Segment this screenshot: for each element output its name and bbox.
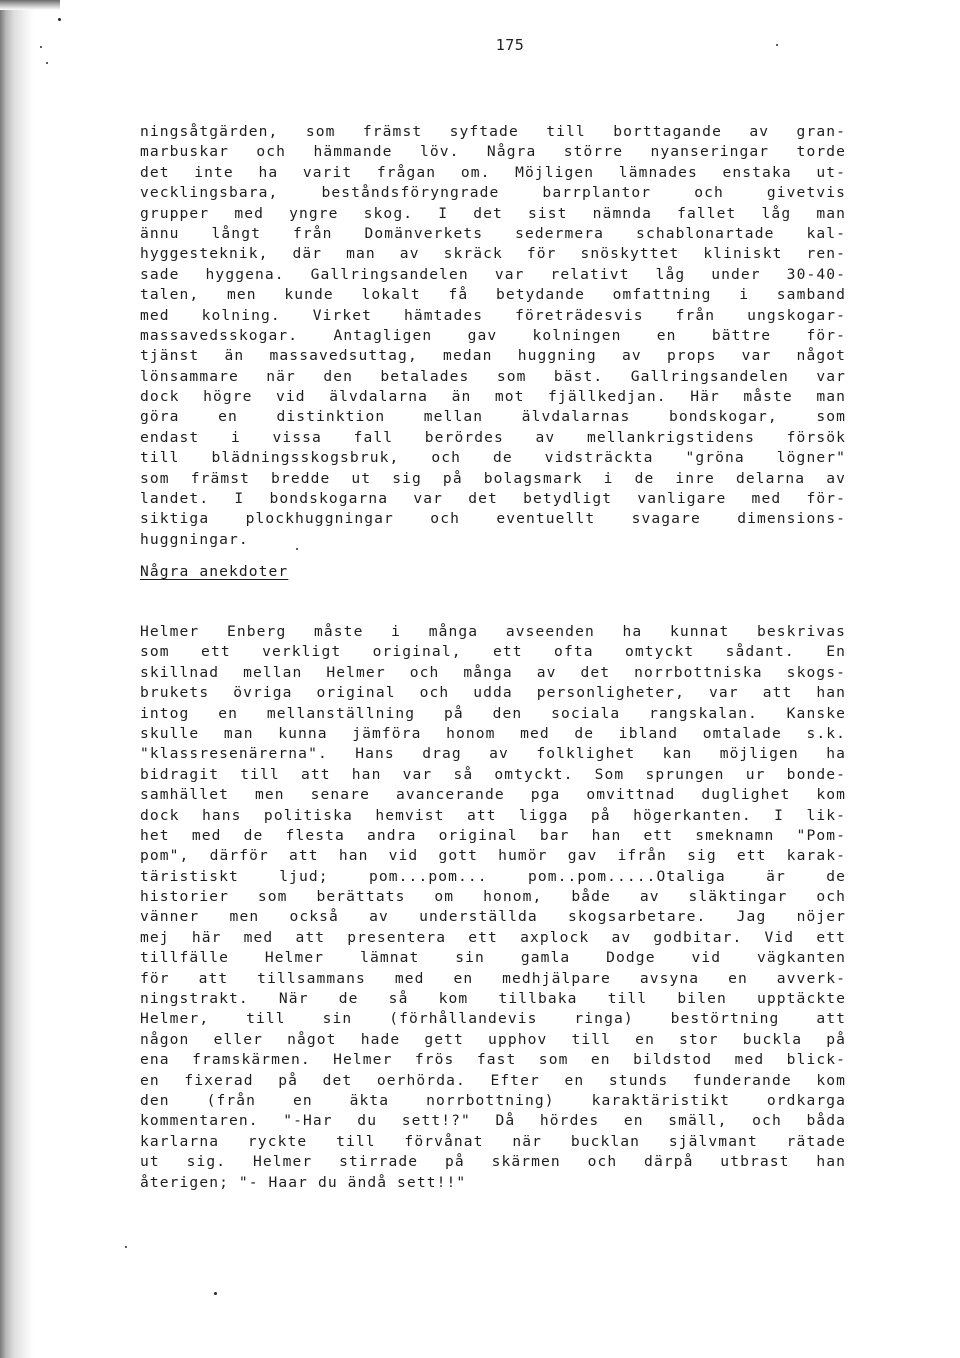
text-line: intog en mellanställning på den sociala rangskalan. Kanske	[140, 704, 846, 722]
text-line: mej här med att presentera ett axplock av godbitar. Vid ett	[140, 928, 846, 946]
text-line: massavedsskogar. Antagligen gav kolningen en bättre för-	[140, 326, 846, 344]
text-line: som främst bredde ut sig på bolagsmark i de inre delarna av	[140, 469, 846, 487]
text-line: marbuskar och hämmande löv. Några större nyanseringar torde	[140, 143, 846, 161]
text-line: talen, men kunde lokalt få betydande omfattning i samband	[140, 286, 846, 304]
text-line: täristiskt ljud; pom...pom... pom..pom.....Otaliga är de	[140, 867, 846, 885]
text-line: ningstrakt. När de så kom tillbaka till bilen upptäckte	[140, 990, 846, 1008]
text-line: brukets övriga original och udda personligheter, var att han	[140, 684, 846, 702]
text-line: grupper med yngre skog. I det sist nämnda fallet låg man	[140, 204, 846, 222]
text-line: kommentaren. "-Har du sett!?" Då hördes en smäll, och båda	[140, 1112, 846, 1130]
text-line: siktiga plockhuggningar och eventuellt svagare dimensions-	[140, 510, 846, 528]
scan-speck	[46, 62, 48, 64]
scan-speck	[58, 18, 61, 21]
text-line: den (från en äkta norrbottning) karaktäristikt ordkarga	[140, 1091, 846, 1109]
body-paragraph-2	[140, 622, 846, 1193]
text-line: tillfälle Helmer lämnat sin gamla Dodge vid vägkanten	[140, 949, 846, 967]
body-paragraph-1	[140, 122, 846, 550]
text-line: Helmer, till sin (förhållandevis ringa) bestörtning att	[140, 1010, 846, 1028]
text-line: ut sig. Helmer stirrade på skärmen och därpå utbrast han	[140, 1153, 846, 1171]
text-line: för att tillsammans med en medhjälpare avsyna en avverk-	[140, 969, 846, 987]
scan-binding-shadow	[0, 0, 34, 1358]
scan-corner-shadow	[0, 0, 60, 10]
text-line: lönsammare när den betalades som bäst. Gallringsandelen var	[140, 367, 846, 385]
text-line: som ett verkligt original, ett ofta omtyckt sådant. En	[140, 643, 846, 661]
text-line: landet. I bondskogarna var det betydligt vanligare med för-	[140, 490, 846, 508]
text-line: historier som berättats om honom, både av släktingar och	[140, 888, 846, 906]
section-heading: Några anekdoter	[140, 563, 289, 580]
text-line: göra en distinktion mellan älvdalarnas bondskogar, som	[140, 408, 846, 426]
text-line: skulle man kunna jämföra honom med de ibland omtalade s.k.	[140, 724, 846, 742]
text-line: dock hans politiska hemvist att ligga på högerkanten. I lik-	[140, 806, 846, 824]
text-line: Helmer Enberg måste i många avseenden ha kunnat beskrivas	[140, 623, 846, 640]
page-number: 175	[495, 36, 525, 54]
text-line: återigen; "- Haar du ändå sett!!"	[140, 1173, 467, 1191]
text-line: bidragit till att han var så omtyckt. Som sprungen ur bonde-	[140, 765, 846, 783]
text-line: vecklingsbara, beståndsföryngrade barrplantor och givetvis	[140, 184, 846, 202]
text-line: "klassresenärerna". Hans drag av folklighet kan möjligen ha	[140, 745, 846, 763]
text-line: ena framskärmen. Helmer frös fast som en bildstod med blick-	[140, 1051, 846, 1069]
text-line: huggningar.	[140, 530, 249, 548]
scan-speck	[214, 1292, 217, 1295]
text-line: hyggesteknik, där man av skräck för snöskyttet kliniskt ren-	[140, 245, 846, 263]
text-line: ningsåtgärden, som främst syftade till borttagande av gran-	[140, 123, 846, 140]
text-line: samhället men senare avancerande pga omvittnad duglighet kom	[140, 786, 846, 804]
text-line: till blädningsskogsbruk, och de vidsträckta "gröna lögner"	[140, 449, 846, 467]
text-line: med kolning. Virket hämtades företrädesvis från ungskogar-	[140, 306, 846, 324]
text-line: ännu långt från Domänverkets sedermera schablonartade kal-	[140, 224, 846, 242]
text-line: pom", därför att han vid gott humör gav ifrån sig ett karak-	[140, 847, 846, 865]
text-line: tjänst än massavedsuttag, medan huggning av props var något	[140, 347, 846, 365]
text-line: någon eller något hade gett upphov till en stor buckla på	[140, 1030, 846, 1048]
text-line: vänner men också av underställda skogsarbetare. Jag nöjer	[140, 908, 846, 926]
text-line: karlarna ryckte till förvånat när bucklan självmant rätade	[140, 1132, 846, 1150]
scan-speck	[125, 1246, 127, 1248]
text-line: sade hyggena. Gallringsandelen var relativt låg under 30-40-	[140, 265, 846, 283]
text-line: en fixerad på det oerhörda. Efter en stunds funderande kom	[140, 1071, 846, 1089]
text-line: het med de flesta andra original bar han ett smeknamn "Pom-	[140, 826, 846, 844]
text-line: endast i vissa fall berördes av mellankrigstidens försök	[140, 428, 846, 446]
text-line: det inte ha varit frågan om. Möjligen lämnades enstaka ut-	[140, 163, 846, 181]
text-line: skillnad mellan Helmer och många av det norrbottniska skogs-	[140, 663, 846, 681]
text-line: dock högre vid älvdalarna än mot fjällkedjan. Här måste man	[140, 388, 846, 406]
